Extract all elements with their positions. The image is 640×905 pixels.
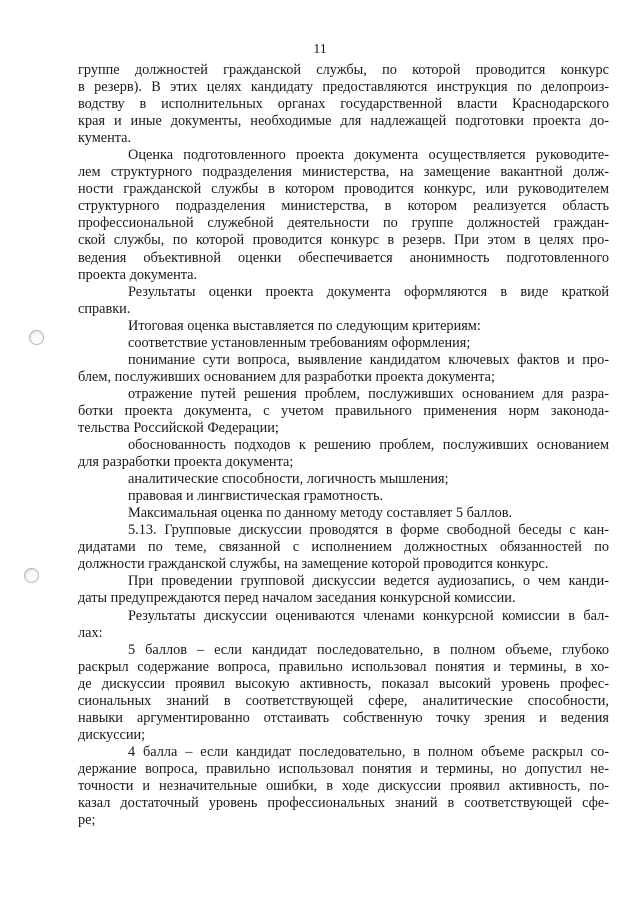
text-line: профессиональной служебной деятельности по группе должностей граждан- bbox=[78, 215, 609, 232]
text-line: блем, послуживших основанием для разработки проекта документа; bbox=[78, 368, 496, 385]
text-line: лем структурного подразделения министерства, на замещение вакантной долж- bbox=[78, 164, 609, 181]
text-line: держание вопроса, правильно использовал понятия и термины, но допустил не- bbox=[78, 760, 609, 777]
text-line: лах: bbox=[78, 624, 103, 641]
text-line: При проведении групповой дискуссии ведется аудиозапись, о чем канди- bbox=[128, 573, 609, 590]
text-line: структурного подразделения министерства, в котором реализуется область bbox=[78, 198, 609, 215]
text-line: ности гражданской службы в котором проводится конкурс, или руководителем bbox=[78, 181, 609, 198]
text-line: должности гражданской службы, на замещение которой проводится конкурс. bbox=[78, 556, 549, 573]
text-line: кумента. bbox=[78, 130, 132, 147]
text-line: водству в исполнительных органах государственной власти Краснодарского bbox=[78, 96, 609, 113]
text-line: Итоговая оценка выставляется по следующим критериям: bbox=[128, 317, 481, 334]
text-line: ре; bbox=[78, 812, 96, 829]
text-line: края и иные документы, необходимые для надлежащей подготовки проекта до- bbox=[78, 113, 609, 130]
text-line: для разработки проекта документа; bbox=[78, 454, 294, 471]
text-line: Результаты дискуссии оцениваются членами конкурсной комиссии в бал- bbox=[128, 607, 609, 624]
text-line: 5.13. Групповые дискуссии проводятся в форме свободной беседы с кан- bbox=[128, 522, 609, 539]
page-number: 11 bbox=[313, 42, 327, 57]
text-line: ской службы, по которой проводится конкурс в резерв. При этом в целях про- bbox=[78, 232, 609, 249]
text-line: сиональных знаний в соответствующей сфере, аналитические способности, bbox=[78, 692, 609, 709]
text-line: отражение путей решения проблем, послуживших основанием для разра- bbox=[128, 385, 609, 402]
text-line: обоснованность подходов к решению проблем, послуживших основанием bbox=[128, 437, 609, 454]
text-line: Результаты оценки проекта документа оформляются в виде краткой bbox=[128, 283, 609, 300]
text-line: Максимальная оценка по данному методу составляет 5 баллов. bbox=[128, 505, 513, 522]
text-line: ведения объективной оценки обеспечивается анонимность подготовленного bbox=[78, 249, 609, 266]
text-line: 4 балла – если кандидат последовательно, в полном объеме раскрыл со- bbox=[128, 743, 609, 760]
text-line: казал достаточный уровень профессиональных знаний в соответствующей сфе- bbox=[78, 795, 609, 812]
text-line: Оценка подготовленного проекта документа осуществляется руководите- bbox=[128, 147, 609, 164]
text-line: понимание сути вопроса, выявление кандидатом ключевых фактов и про- bbox=[128, 351, 609, 368]
text-line: ботки проекта документа, с учетом правильного применения норм законода- bbox=[78, 402, 609, 419]
punch-hole-mark bbox=[24, 568, 39, 583]
text-line: тельства Российской Федерации; bbox=[78, 419, 279, 436]
text-line: дискуссии; bbox=[78, 726, 146, 743]
text-line: даты предупреждаются перед началом заседания конкурсной комиссии. bbox=[78, 590, 516, 607]
text-line: 5 баллов – если кандидат последовательно, в полном объеме, глубоко bbox=[128, 641, 609, 658]
text-line: группе должностей гражданской службы, по которой проводится конкурс bbox=[78, 62, 609, 78]
text-line: точности и незначительные ошибки, в ходе дискуссии проявил активность, по- bbox=[78, 777, 609, 794]
text-line: аналитические способности, логичность мышления; bbox=[128, 471, 449, 488]
text-line: соответствие установленным требованиям оформления; bbox=[128, 334, 471, 351]
document-body bbox=[78, 62, 609, 829]
text-line: правовая и лингвистическая грамотность. bbox=[128, 488, 384, 505]
text-line: дидатами по теме, связанной с исполнением должностных обязанностей по bbox=[78, 539, 609, 556]
punch-hole-mark bbox=[29, 330, 44, 345]
text-line: справки. bbox=[78, 300, 131, 317]
text-line: де дискуссии проявил высокую активность, показал высокий уровень профес- bbox=[78, 675, 609, 692]
text-line: в резерв). В этих целях кандидату предоставляются инструкция по делопроиз- bbox=[78, 79, 609, 96]
text-line: раскрыл содержание вопроса, правильно использовал понятия и термины, в хо- bbox=[78, 658, 609, 675]
text-line: проекта документа. bbox=[78, 266, 198, 283]
text-line: навыки аргументированно отстаивать собственную точку зрения и ведения bbox=[78, 709, 609, 726]
